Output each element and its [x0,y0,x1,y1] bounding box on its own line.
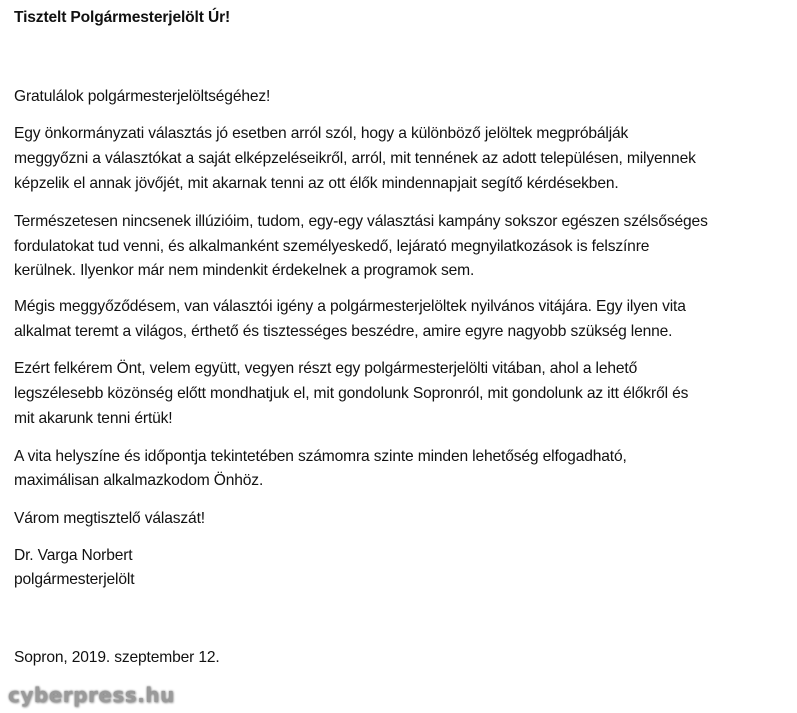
text-line: fordulatokat tud venni, és alkalmanként személyeskedő, lejárató megnyilatkozások is felszínre [14,238,650,255]
watermark: cyberpress.hu [8,683,175,707]
signature-title: polgármesterjelölt [14,571,135,588]
signature-name: Dr. Varga Norbert [14,547,133,564]
place-date: Sopron, 2019. szeptember 12. [14,649,220,666]
text-line: maximálisan alkalmazkodom Önhöz. [14,472,264,489]
greeting: Gratulálok polgármesterjelöltségéhez! [14,88,271,105]
text-line: Ezért felkérem Önt, velem együtt, vegyen részt egy polgármesterjelölti vitában, ahol a lehető [14,360,638,377]
text-line: Egy önkormányzati választás jó esetben arról szól, hogy a különböző jelöltek megpróbálják [14,125,629,142]
text-line: Mégis meggyőződésem, van választói igény a polgármesterjelöltek nyilvános vitájára. Egy ilyen vita [14,298,686,315]
text-line: mit akarunk tenni értük! [14,410,173,427]
text-line: meggyőzni a választókat a saját elképzeléseikről, arról, mit tennének az adott településen, milyennek [14,150,696,167]
text-line: kerülnek. Ilyenkor már nem mindenkit érdekelnek a programok sem. [14,262,475,279]
text-line: Várom megtisztelő válaszát! [14,510,205,527]
text-line: Természetesen nincsenek illúzióim, tudom, egy-egy választási kampány sokszor egészen szélsőséges [14,213,708,230]
salutation: Tisztelt Polgármesterjelölt Úr! [14,9,231,26]
text-line: legszélesebb közönség előtt mondhatjuk el, mit gondolunk Sopronról, mit gondolunk az itt élőkről és [14,385,689,402]
text-line: A vita helyszíne és időpontja tekintetében számomra szinte minden lehetőség elfogadható, [14,448,627,465]
text-line: alkalmat teremt a világos, érthető és tisztességes beszédre, amire egyre nagyobb szükség lenne. [14,323,673,340]
text-line: képzelik el annak jövőjét, mit akarnak tenni az ott élők mindennapjait segítő kérdésekben. [14,175,619,192]
